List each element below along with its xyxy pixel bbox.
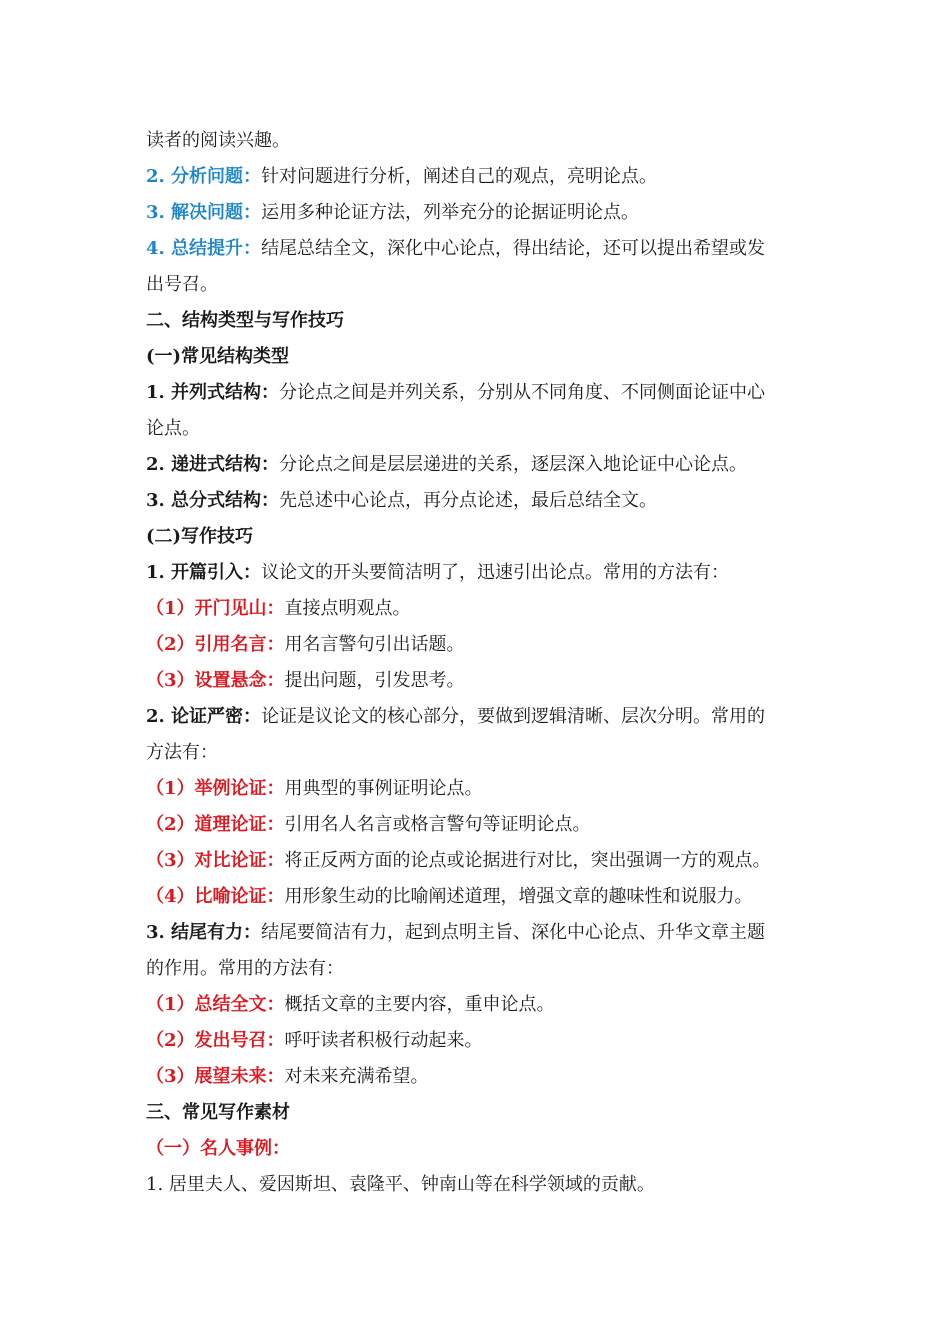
sub2-heading: (二)写作技巧 [146,526,254,547]
method-item: （1）举例论证：用典型的事例证明论点。 [146,778,483,799]
sub1-heading: (一)常见结构类型 [146,346,290,367]
method-item: （1）总结全文：概括文章的主要内容，重申论点。 [146,994,555,1015]
technique-ending-cont: 的作用。常用的方法有： [146,958,344,979]
technique-argument: 2. 论证严密：论证是议论文的核心部分，要做到逻辑清晰、层次分明。常用的 [146,706,766,727]
section2-heading: 二、结构类型与写作技巧 [146,310,344,331]
step-summary-cont: 出号召。 [146,274,218,295]
method-item: （3）对比论证：将正反两方面的论点或论据进行对比，突出强调一方的观点。 [146,850,771,871]
structure-item: 3. 总分式结构：先总述中心论点，再分点论述，最后总结全文。 [146,490,658,511]
method-item: （3）展望未来：对未来充满希望。 [146,1066,429,1087]
step-label: 4. 总结提升： [146,238,262,259]
method-item: （2）道理论证：引用名人名言或格言警句等证明论点。 [146,814,591,835]
step-label: 2. 分析问题： [146,166,262,187]
step-summary: 4. 总结提升：结尾总结全文，深化中心论点，得出结论，还可以提出希望或发 [146,238,766,259]
step-solve: 3. 解决问题：运用多种论证方法，列举充分的论据证明论点。 [146,202,640,223]
method-item: （2）发出号召：呼吁读者积极行动起来。 [146,1030,483,1051]
intro-tail: 读者的阅读兴趣。 [146,130,290,151]
step-analyze: 2. 分析问题：针对问题进行分析，阐述自己的观点，亮明论点。 [146,166,658,187]
structure-item: 1. 并列式结构：分论点之间是并列关系，分别从不同角度、不同侧面论证中心 [146,382,766,403]
section3-heading: 三、常见写作素材 [146,1102,290,1123]
technique-argument-cont: 方法有： [146,742,218,763]
structure-item-cont: 论点。 [146,418,200,439]
method-item: （2）引用名言：用名言警句引出话题。 [146,634,465,655]
method-item: （4）比喻论证：用形象生动的比喻阐述道理，增强文章的趣味性和说服力。 [146,886,753,907]
material-item: 1. 居里夫人、爱因斯坦、袁隆平、钟南山等在科学领域的贡献。 [146,1174,655,1195]
step-label: 3. 解决问题： [146,202,262,223]
structure-item: 2. 递进式结构：分论点之间是层层递进的关系，逐层深入地论证中心论点。 [146,454,748,475]
technique-ending: 3. 结尾有力：结尾要简洁有力，起到点明主旨、深化中心论点、升华文章主题 [146,922,766,943]
section3-sub1-heading: （一）名人事例： [146,1138,290,1159]
technique-opening: 1. 开篇引入：议论文的开头要简洁明了，迅速引出论点。常用的方法有： [146,562,730,583]
method-item: （1）开门见山：直接点明观点。 [146,598,411,619]
method-item: （3）设置悬念：提出问题，引发思考。 [146,670,465,691]
